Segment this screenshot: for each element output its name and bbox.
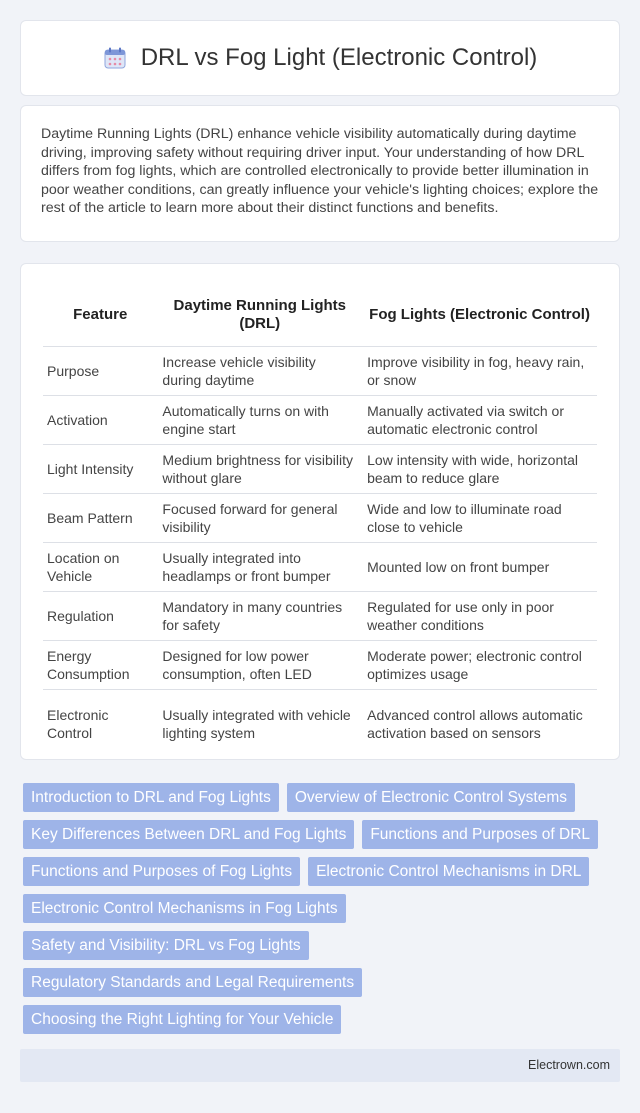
footer: [20, 1049, 620, 1082]
feature-cell: Purpose: [43, 347, 157, 396]
tag-choosing-lighting[interactable]: Choosing the Right Lighting for Your Vehicle: [23, 1005, 341, 1034]
fog-cell: Regulated for use only in poor weather conditions: [362, 592, 597, 641]
table-row: [43, 690, 597, 757]
header-fog-lights: Fog Lights (Electronic Control): [362, 284, 597, 347]
drl-cell: Designed for low power consumption, often LED: [157, 641, 362, 690]
fog-cell: Advanced control allows automatic activation based on sensors: [367, 706, 583, 741]
feature-cell: Energy Consumption: [43, 641, 157, 690]
title-card: [20, 20, 620, 96]
calendar-icon: [103, 46, 127, 70]
page-title: DRL vs Fog Light (Electronic Control): [140, 44, 538, 71]
feature-cell: Regulation: [43, 592, 157, 641]
tag-functions-drl[interactable]: Functions and Purposes of DRL: [362, 820, 598, 849]
tag-electronic-control-drl[interactable]: Electronic Control Mechanisms in DRL: [308, 857, 589, 886]
tag-regulatory-standards[interactable]: Regulatory Standards and Legal Requirements: [23, 968, 362, 997]
feature-cell: Location on Vehicle: [43, 543, 157, 592]
feature-cell: Activation: [43, 396, 157, 445]
fog-cell: Moderate power; electronic control optimizes usage: [362, 641, 597, 690]
drl-cell: Usually integrated into headlamps or front bumper: [157, 543, 362, 592]
drl-cell: Medium brightness for visibility without glare: [157, 445, 362, 494]
table-row: [43, 494, 597, 543]
drl-cell: Mandatory in many countries for safety: [157, 592, 362, 641]
drl-cell: Usually integrated with vehicle lighting system: [162, 706, 351, 741]
table-row: [43, 347, 597, 396]
drl-cell: Automatically turns on with engine start: [157, 396, 362, 445]
tag-overview-electronic-control[interactable]: Overview of Electronic Control Systems: [287, 783, 575, 812]
table-row: [43, 396, 597, 445]
table-row: [43, 543, 597, 592]
table-row: [43, 592, 597, 641]
tag-key-differences[interactable]: Key Differences Between DRL and Fog Lights: [23, 820, 354, 849]
fog-cell: Improve visibility in fog, heavy rain, or snow: [362, 347, 597, 396]
feature-cell: Beam Pattern: [43, 494, 157, 543]
footer-site-name[interactable]: Electrown.com: [528, 1058, 610, 1072]
tag-functions-fog-lights[interactable]: Functions and Purposes of Fog Lights: [23, 857, 300, 886]
topic-tags: [23, 783, 623, 1042]
intro-card: [20, 105, 620, 242]
tag-introduction[interactable]: Introduction to DRL and Fog Lights: [23, 783, 279, 812]
fog-cell: Wide and low to illuminate road close to vehicle: [362, 494, 597, 543]
intro-text: Daytime Running Lights (DRL) enhance vehicle visibility automatically during daytime driving, improving safety without requiring driver input. Your understanding of how DRL differs from fog lights, which are controlled electronically to provide better illumination in poor weather conditions, can greatly influence your vehicle's lighting choices; explore the rest of the article to learn more about their distinct functions and benefits.: [41, 126, 599, 216]
fog-cell: Mounted low on front bumper: [362, 543, 597, 592]
table-row: [43, 641, 597, 690]
table-row: [43, 445, 597, 494]
feature-cell: Electronic Control: [47, 706, 109, 741]
drl-cell: Focused forward for general visibility: [157, 494, 362, 543]
tag-electronic-control-fog-lights[interactable]: Electronic Control Mechanisms in Fog Lights: [23, 894, 346, 923]
fog-cell: Low intensity with wide, horizontal beam to reduce glare: [362, 445, 597, 494]
tag-safety-visibility[interactable]: Safety and Visibility: DRL vs Fog Lights: [23, 931, 309, 960]
header-drl: Daytime Running Lights (DRL): [157, 284, 362, 347]
table-header-row: [43, 284, 597, 347]
drl-cell: Increase vehicle visibility during daytime: [157, 347, 362, 396]
header-feature: Feature: [43, 284, 157, 347]
fog-cell: Manually activated via switch or automatic electronic control: [362, 396, 597, 445]
comparison-table-card: [20, 263, 620, 760]
comparison-table: [43, 284, 597, 757]
feature-cell: Light Intensity: [43, 445, 157, 494]
